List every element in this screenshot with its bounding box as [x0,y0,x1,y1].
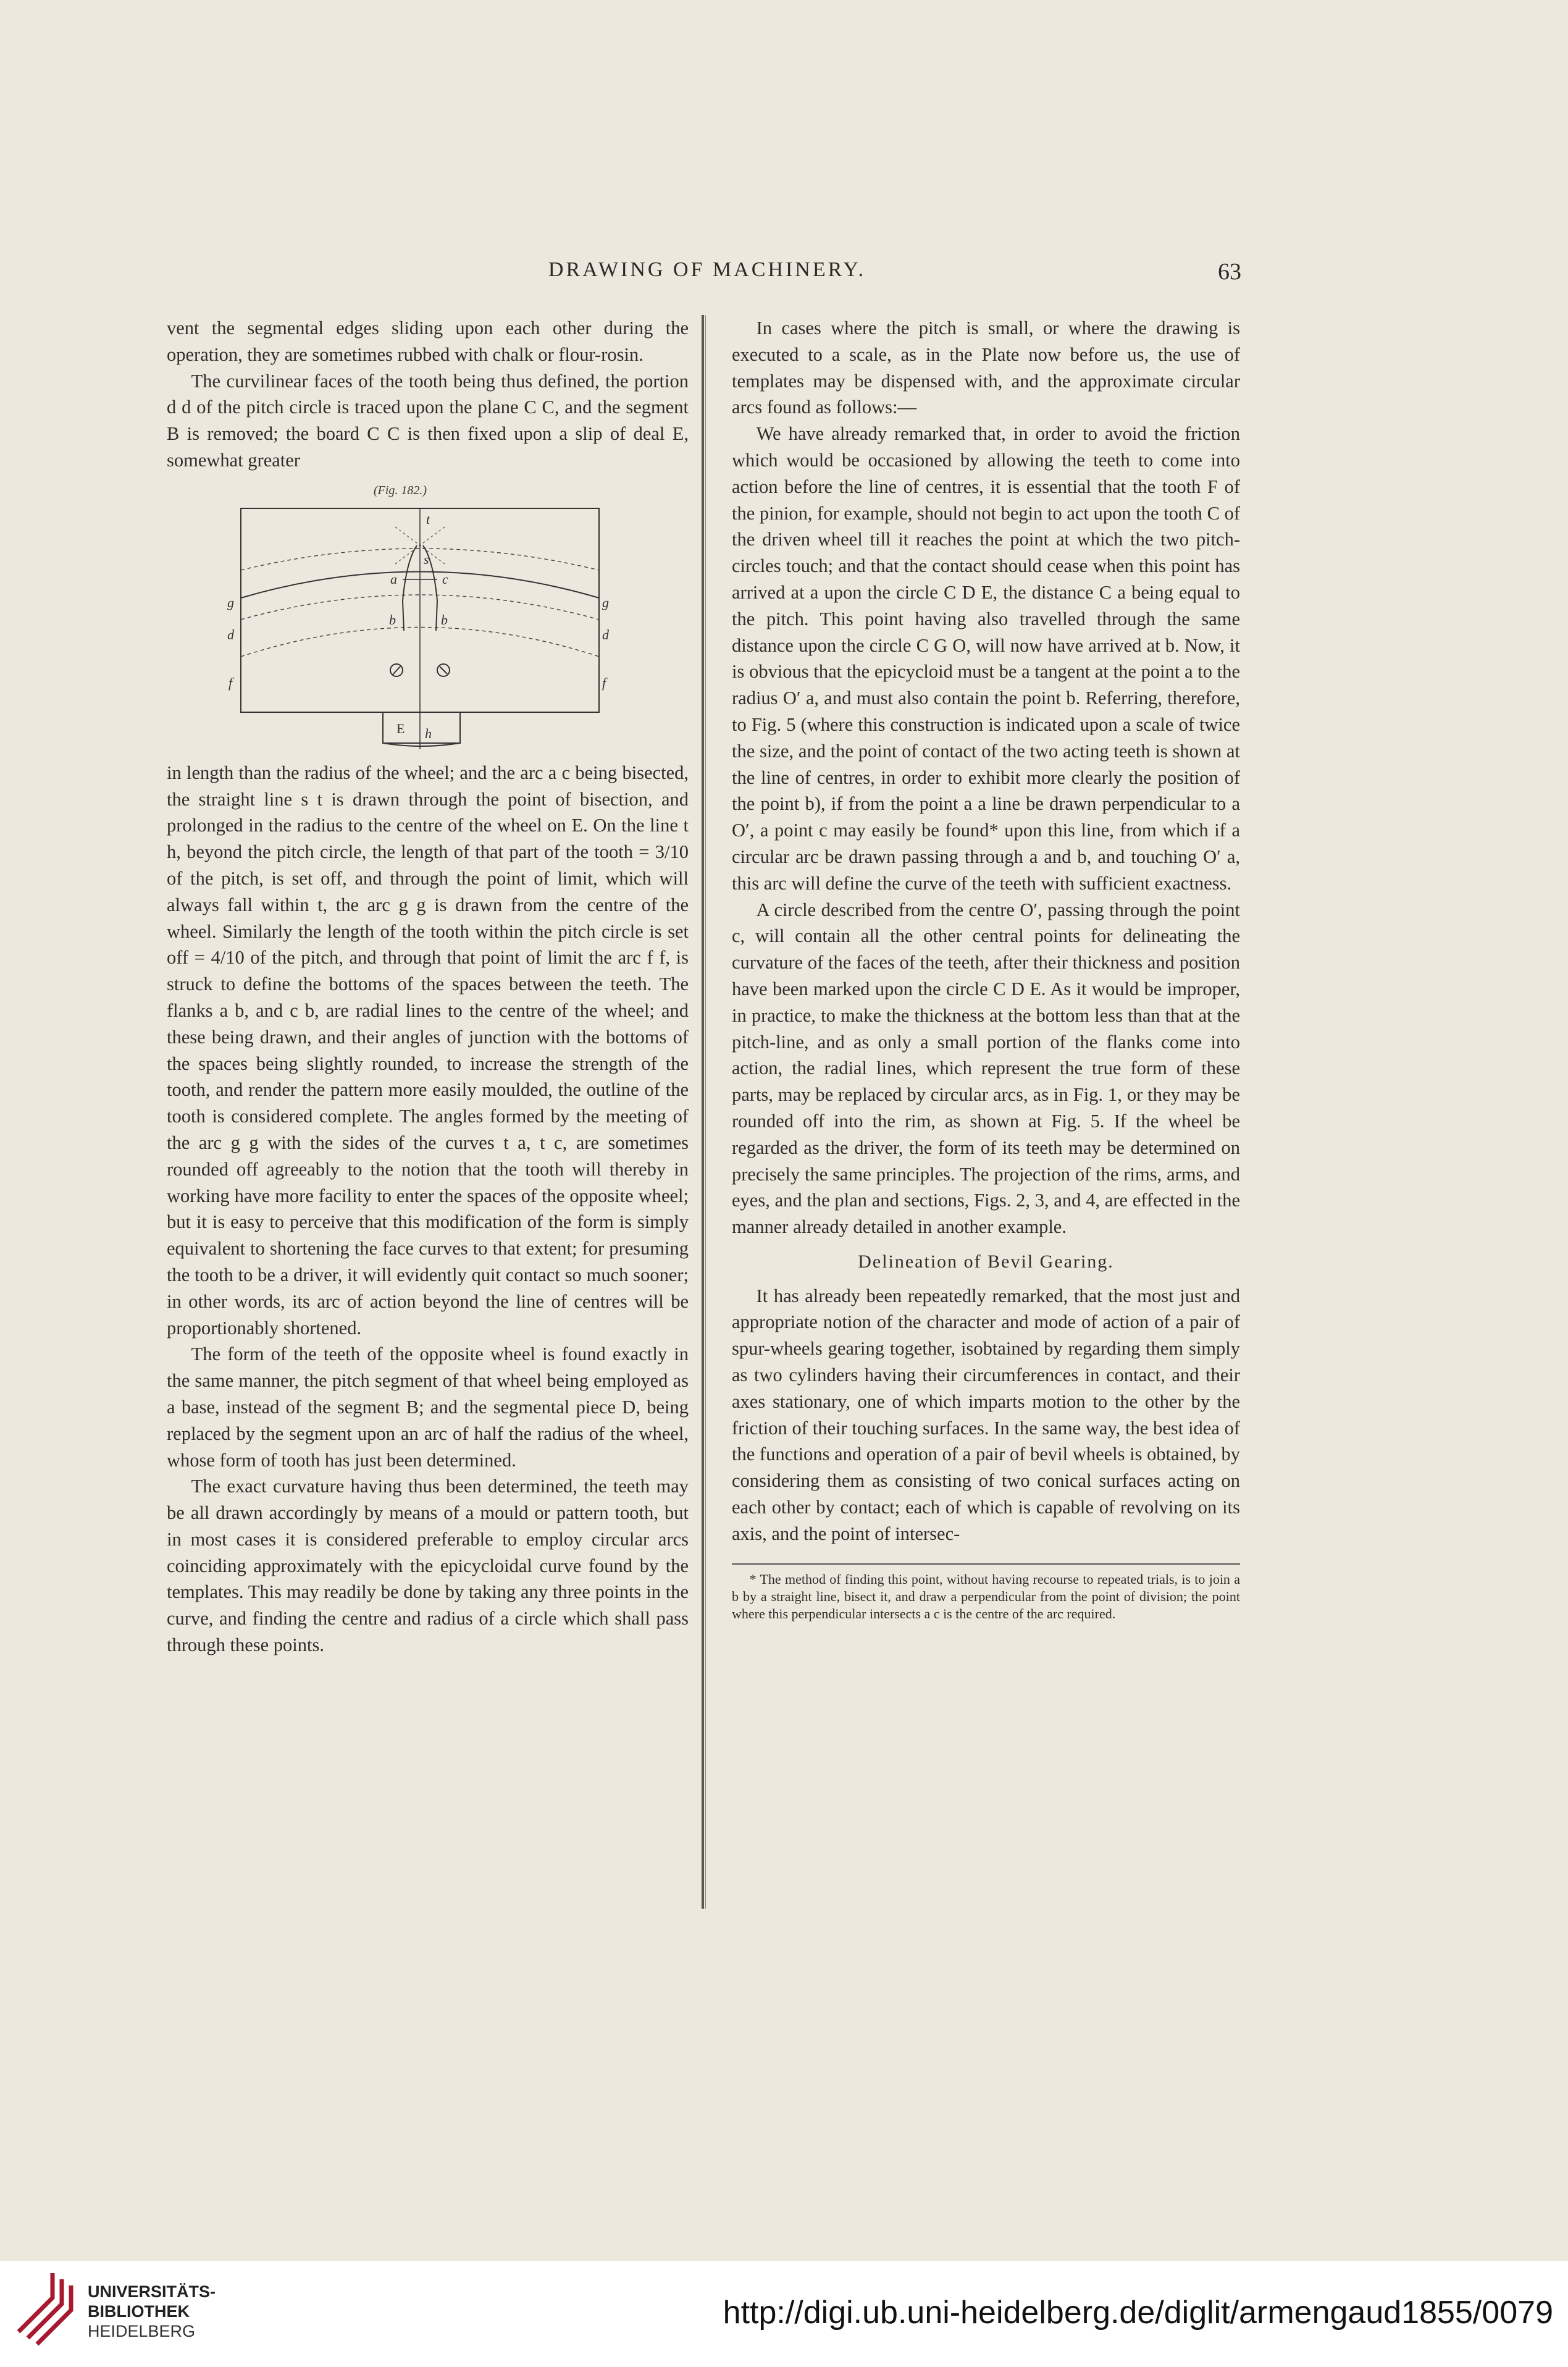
paragraph: A circle described from the centre O′, passing through the point c, will contain all the other central points for delineating the curvature of the faces of the teeth, after their thickness and position have been marked upon the circle C D E. As it would be improper, in practice, to make the thickness at the bottom less than that at the pitch-line, and as only a small portion of the flanks come into action, the radial lines, which represent the true form of these parts, may be replaced by circular arcs, as in Fig. 1, or they may be rounded off into the rim, as shown at Fig. 5. If the wheel be regarded as the driver, the form of its teeth may be determined on precisely the same principles. The projection of the rims, arms, and eyes, and the plan and sections, Figs. 2, 3, and 4, are effected in the manner already detailed in another example. [732,899,1240,1238]
figure-caption: (Fig. 182.) [374,483,427,497]
fig-label-d-left: d [227,626,234,642]
paragraph: vent the segmental edges sliding upon each other during the operation, they are sometimes rubbed with chalk or flour-rosin. [167,317,689,365]
fig-label-b-right: b [441,612,448,628]
permalink-url[interactable]: http://digi.ub.uni-heidelberg.de/diglit/armengaud1855/0079 [723,2295,1553,2331]
paragraph: We have already remarked that, in order to avoid the friction which would be occasioned by allowing the teeth to come into action before the line of centres, it is essential that the tooth F of the pinion, for example, should not begin to act upon the tooth C of the driven wheel till it reaches the point at which the two pitch-circles touch; and that the contact should cease when this point has arrived at a upon the circle C D E, the distance C a being equal to the pitch. This point having also travelled through the same distance upon the circle C G O, will now have arrived at b. Now, it is obvious that the epicycloid must be a tangent at the point a to the radius O′ a, and must also contain the point b. Referring, therefore, to Fig. 5 (where this construction is indicated upon a scale of twice the size, and the point of contact of the two acting teeth is shown at the line of centres, in order to exhibit more clearly the position of the point b), if from the point a a line be drawn perpendicular to a O′, a point c may easily be found* upon this line, from which if a circular arc be drawn passing through a and b, and touching O′ a, this arc will define the curve of the teeth with sufficient exactness. [732,423,1240,894]
footnote: * The method of finding this point, without having recourse to repeated trials, is to join a b by a straight line, bisect it, and draw a perpendicular from the point of division; the point where this perpendicular intersects a c is the centre of the arc required. [732,1571,1240,1621]
fig-label-E: E [396,720,405,736]
fig-label-d-right: d [602,626,609,642]
library-name [88,2282,216,2341]
university-library-logo-icon [6,2261,80,2353]
fig-label-b-left: b [389,612,396,628]
paragraph: in length than the radius of the wheel; and the arc a c being bisected, the straight line s t is drawn through the point of bisection, and prolonged in the radius to the centre of the wheel on E. On the line t h, beyond the pitch circle, the length of that part of the tooth = 3/10 of the pitch, is set off, and through the point of limit, which will always fall within t, the arc g g is drawn from the centre of the wheel. Similarly the length of the tooth within the pitch circle is set off = 4/10 of the pitch, and through that point of limit the arc f f, is struck to define the bottoms of the spaces between the teeth. The flanks a b, and c b, are radial lines to the centre of the wheel; and these being drawn, and their angles of junction with the bottoms of the spaces being slightly rounded, to increase the strength of the tooth, and render the pattern more easily moulded, the outline of the tooth is considered complete. The angles formed by the meeting of the arc g g with the sides of the curves t a, t c, are sometimes rounded off agreeably to the notion that the tooth will thereby in working have more facility to enter the spaces of the opposite wheel; but it is easy to perceive that this modification of the form is simply equivalent to shortening the face curves to that extent; for presuming the tooth to be a driver, it will evidently quit contact so much sooner; in other words, its arc of action beyond the line of centres will be proportionably shortened. [167,762,689,1339]
logo-line-2: BIBLIOTHEK [88,2302,190,2321]
fig-label-c: c [442,571,448,587]
paragraph: In cases where the pitch is small, or where the drawing is executed to a scale, as in the Plate now before us, the use of templates may be dispensed with, and the approximate circular arcs found as follows:— [732,317,1240,418]
fig-label-s: s [424,551,429,567]
fig-label-f-right: f [602,675,606,691]
paragraph: It has already been repeatedly remarked, that the most just and appropriate notion of the character and mode of action of a pair of spur-wheels gearing together, isobtained by regarding them simply as two cylinders having their circumferences in contact, and their axes stationary, one of which imparts motion to the other by the friction of their touching surfaces. In the same way, the best idea of the functions and operation of a pair of bevil wheels is obtained, by considering them as consisting of two conical surfaces acting on each other by contact; each of which is capable of revolving on its axis, and the point of intersec- [732,1285,1240,1544]
fig-label-h: h [425,725,432,741]
fig-label-f-left: f [228,675,233,691]
fig-label-a: a [390,571,397,587]
right-column [732,315,1240,1623]
left-column [167,315,689,1659]
fig-label-g-left: g [227,594,234,610]
column-rule [702,315,704,1909]
library-footer [0,2261,1568,2367]
footnote-rule [732,1563,1240,1565]
paragraph: The curvilinear faces of the tooth being thus defined, the portion d d of the pitch circle is traced upon the plane C C, and the segment B is removed; the board C C is then fixed upon a slip of deal E, somewhat greater [167,370,689,471]
section-heading: Delineation of Bevil Gearing. [858,1251,1114,1272]
tooth-diagram [222,502,618,749]
running-title: DRAWING OF MACHINERY. [548,258,866,281]
page-number: 63 [1218,259,1241,285]
running-header [173,258,1241,295]
logo-line-3: HEIDELBERG [88,2322,196,2340]
column-rule-thin [705,315,706,1909]
paragraph: The exact curvature having thus been determined, the teeth may be all drawn accordingly by means of a mould or pattern tooth, but in most cases it is considered preferable to employ circular arcs coinciding approximately with the epicycloidal curve found by the templates. This may readily be done by taking any three points in the curve, and finding the centre and radius of a circle which shall pass through these points. [167,1476,689,1656]
paragraph: The form of the teeth of the opposite wheel is found exactly in the same manner, the pitch segment of that wheel being employed as a base, instead of the segment B; and the segmental piece D, being replaced by the segment upon an arc of half the radius of the wheel, whose form of tooth has just been determined. [167,1343,689,1471]
logo-line-1: UNIVERSITÄTS- [88,2282,216,2301]
fig-label-g-right: g [602,594,609,610]
fig-label-t: t [426,511,430,527]
figure-182 [167,477,689,752]
